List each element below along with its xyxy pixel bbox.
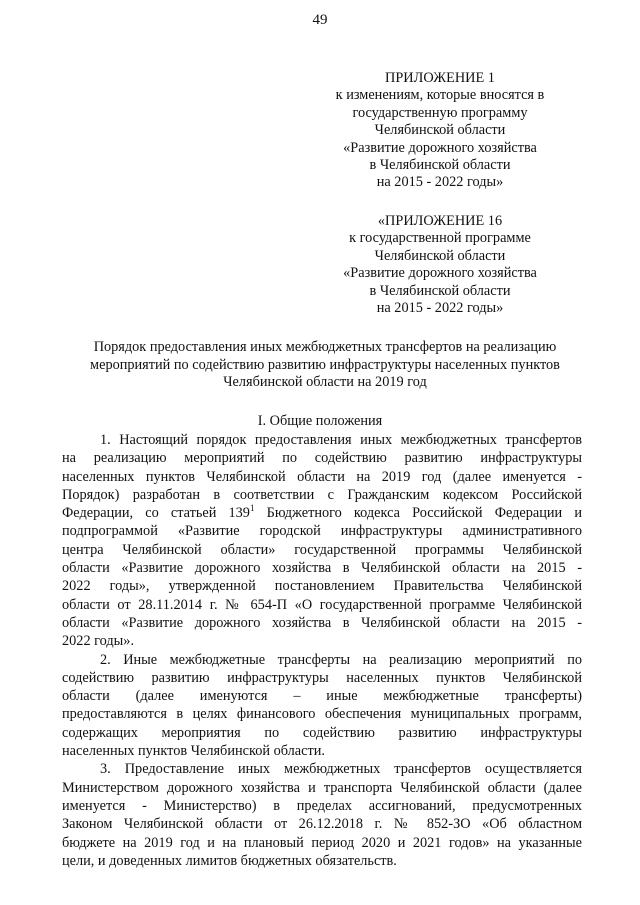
paragraph-line: бюджете на 2019 год и на плановый период 2020 и 2021 годов» на указанные xyxy=(62,834,582,851)
paragraph-line: именуется - Министерство) в пределах ассигнований, предусмотренных xyxy=(62,797,582,814)
document-title xyxy=(55,339,595,392)
paragraph-line: населенных пунктов Челябинской области на 2019 год (далее именуется - xyxy=(62,468,582,485)
paragraph-2 xyxy=(62,651,582,761)
paragraph-line: предоставляются в целях финансового обеспечения муниципальных программ, xyxy=(62,706,582,723)
paragraph-line: 1. Настоящий порядок предоставления иных межбюджетных трансфертов xyxy=(100,432,582,448)
paragraph-line: Министерством дорожного хозяйства и транспорта Челябинской области (далее xyxy=(62,779,582,796)
paragraph-line: содействию развитию инфраструктуры населенных пунктов Челябинской xyxy=(62,669,582,686)
appendix-1-line: к изменениям, которые вносятся в xyxy=(335,87,545,104)
paragraph-line: 2022 годы». xyxy=(62,633,135,650)
appendix-1-line: в Челябинской области xyxy=(369,157,511,174)
paragraph-line-start: Федерации, со статьей 139 xyxy=(62,505,250,522)
appendix-16-line: в Челябинской области xyxy=(369,282,511,299)
appendix-16-line: на 2015 - 2022 годы» xyxy=(376,300,504,317)
paragraph-3 xyxy=(62,760,582,870)
paragraph-line-end: Бюджетного кодекса Российской Федерации и xyxy=(254,505,582,522)
title-line: Челябинской области на 2019 год xyxy=(223,374,427,391)
paragraph-line: на реализацию мероприятий по содействию развитию инфраструктуры xyxy=(62,450,582,467)
paragraph-line: 2022 годы», утвержденной постановлением Правительства Челябинской xyxy=(62,578,582,595)
paragraph-1 xyxy=(62,431,582,651)
paragraph-line: 3. Предоставление иных межбюджетных трансфертов осуществляется xyxy=(100,761,582,778)
title-line: Порядок предоставления иных межбюджетных трансфертов на реализацию xyxy=(93,339,557,355)
page-number: 49 xyxy=(312,12,328,28)
paragraph-line: центра Челябинской области» государственной программы Челябинской xyxy=(62,541,582,558)
paragraph-line: Законом Челябинской области от 26.12.2018 г. № 852-ЗО «Об областном xyxy=(62,816,582,833)
appendix-1-line: «Развитие дорожного хозяйства xyxy=(343,139,537,156)
paragraph-line: области (далее именуются – иные межбюджетные трансферты) xyxy=(62,688,582,705)
appendix-1-header xyxy=(290,70,590,192)
appendix-16-header xyxy=(290,213,590,317)
paragraph-line: области «Развитие дорожного хозяйства в Челябинской области на 2015 - xyxy=(62,560,582,577)
paragraph-line: области от 28.11.2014 г. № 654-П «О государственной программе Челябинской xyxy=(62,596,582,613)
appendix-16-line: Челябинской области xyxy=(374,247,506,264)
paragraph-line: области «Развитие дорожного хозяйства в Челябинской области на 2015 - xyxy=(62,614,582,631)
document-body xyxy=(62,431,582,870)
paragraph-line: Порядок) разработан в соответствии с Гражданским кодексом Российской xyxy=(62,486,582,503)
title-line: мероприятий по содействию развитию инфраструктуры населенных пунктов xyxy=(90,356,560,373)
appendix-1-line: государственную программу xyxy=(352,104,528,121)
appendix-1-line: ПРИЛОЖЕНИЕ 1 xyxy=(385,70,495,86)
appendix-1-line: на 2015 - 2022 годы» xyxy=(376,174,504,191)
appendix-1-line: Челябинской области xyxy=(374,122,506,139)
appendix-16-line: к государственной программе xyxy=(349,230,531,247)
appendix-16-line: «ПРИЛОЖЕНИЕ 16 xyxy=(377,213,503,229)
paragraph-line: содержащих мероприятия по содействию развитию инфраструктуры xyxy=(62,724,582,741)
paragraph-line-with-footnote xyxy=(62,504,582,522)
section-heading: I. Общие положения xyxy=(257,413,383,429)
appendix-16-line: «Развитие дорожного хозяйства xyxy=(343,265,537,282)
paragraph-line: 2. Иные межбюджетные трансферты на реализацию мероприятий по xyxy=(100,651,582,668)
paragraph-line: населенных пунктов Челябинской области. xyxy=(62,743,325,760)
paragraph-line: подпрограммой «Развитие городской инфраструктуры административного xyxy=(62,523,582,540)
paragraph-line: цели, и доведенных лимитов бюджетных обязательств. xyxy=(62,852,397,869)
footnote-marker: 1 xyxy=(249,504,255,514)
